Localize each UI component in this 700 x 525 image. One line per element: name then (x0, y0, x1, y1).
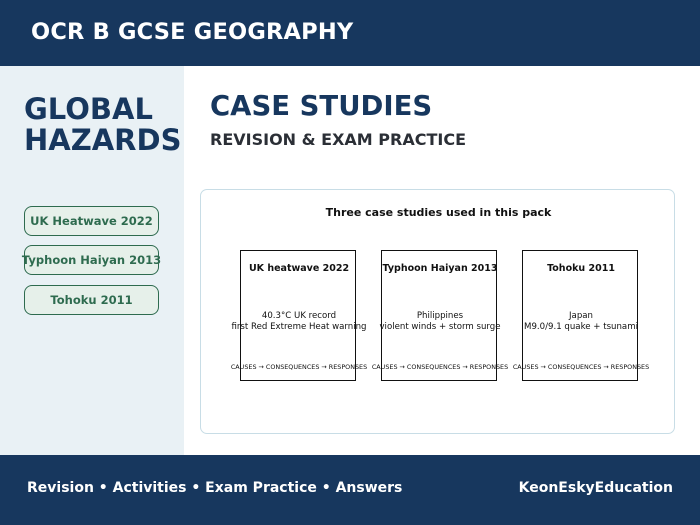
page-title: CASE STUDIES (210, 90, 433, 122)
sidebar-title-line-2: HAZARDS (24, 123, 182, 157)
page-subtitle: REVISION & EXAM PRACTICE (210, 130, 466, 149)
case-study-box-typhoon-haiyan (371, 250, 509, 381)
case-study-flow: CAUSES → CONSEQUENCES → RESPONSES (371, 363, 509, 371)
sidebar-title-line-1: GLOBAL (24, 92, 153, 126)
case-study-box-uk-heatwave (230, 250, 368, 381)
case-study-name: UK heatwave 2022 (248, 263, 350, 274)
case-study-detail: 40.3°C UK record (261, 311, 337, 321)
header-bar (0, 0, 700, 66)
case-study-name: Tohoku 2011 (547, 263, 615, 274)
sidebar-item-typhoon-haiyan[interactable]: Typhoon Haiyan 2013 (24, 245, 159, 275)
case-study-detail: M9.0/9.1 quake + tsunami (524, 322, 638, 332)
footer-tagline: Revision • Activities • Exam Practice • Answers (27, 480, 403, 496)
case-study-flow: CAUSES → CONSEQUENCES → RESPONSES (512, 363, 650, 371)
case-studies-card (200, 189, 675, 434)
case-study-flow: CAUSES → CONSEQUENCES → RESPONSES (230, 363, 368, 371)
case-study-detail: violent winds + storm surge (379, 322, 501, 332)
case-study-detail: Japan (569, 311, 593, 321)
sidebar-item-uk-heatwave[interactable]: UK Heatwave 2022 (24, 206, 159, 236)
case-study-name: Typhoon Haiyan 2013 (382, 263, 498, 274)
header-title: OCR B GCSE GEOGRAPHY (31, 19, 354, 45)
card-title: Three case studies used in this pack (325, 206, 552, 219)
case-study-detail: first Red Extreme Heat warning (231, 322, 367, 332)
sidebar (0, 66, 184, 455)
case-study-box-tohoku (512, 250, 650, 381)
footer-bar (0, 455, 700, 525)
sidebar-item-tohoku[interactable]: Tohoku 2011 (24, 285, 159, 315)
sidebar-title (24, 94, 181, 156)
footer-brand: KeonEskyEducation (518, 480, 673, 496)
case-study-detail: Philippines (416, 311, 464, 321)
